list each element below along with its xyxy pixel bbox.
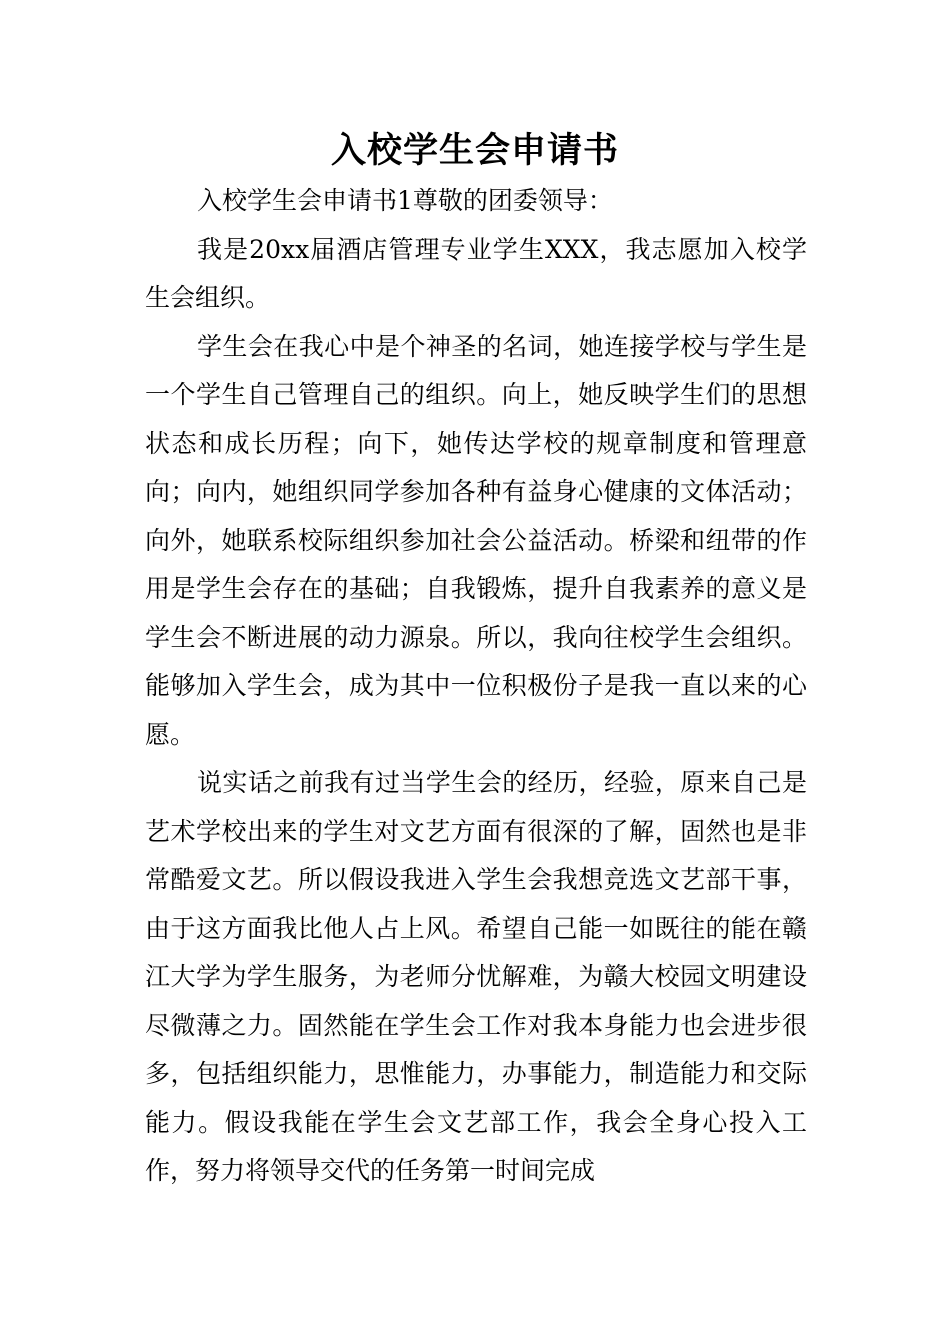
paragraph-experience: 说实话之前我有过当学生会的经历，经验，原来自己是艺术学校出来的学生对文艺方面有很深的了解，固然也是非常酷爱文艺。所以假设我进入学生会我想竞选文艺部干事，由于这方面我比他人占上风。希望自己能一如既往的能在赣江大学为学生服务，为老师分忧解难，为赣大校园文明建设尽微薄之力。固然能在学生会工作对我本身能力也会进步很多，包括组织能力，思惟能力，办事能力，制造能力和交际能力。假设我能在学生会文艺部工作，我会全身心投入工作，努力将领导交代的任务第一时间完成 [145,768,807,1185]
paragraph-greeting: 入校学生会申请书1尊敬的团委领导： [197,186,613,215]
document-body [145,177,807,1196]
paragraph-introduction: 我是20xx届酒店管理专业学生XXX，我志愿加入校学生会组织。 [145,234,807,312]
paragraph-student-union-role: 学生会在我心中是个神圣的名词，她连接学校与学生是一个学生自己管理自己的组织。向上，她反映学生们的思想状态和成长历程；向下，她传达学校的规章制度和管理意向；向内，她组织同学参加各种有益身心健康的文体活动；向外，她联系校际组织参加社会公益活动。桥梁和纽带的作用是学生会存在的基础；自我锻炼，提升自我素养的意义是学生会不断进展的动力源泉。所以，我向往校学生会组织。能够加入学生会，成为其中一位积极份子是我一直以来的心愿。 [145,331,807,749]
document-title: 入校学生会申请书 [330,131,619,171]
